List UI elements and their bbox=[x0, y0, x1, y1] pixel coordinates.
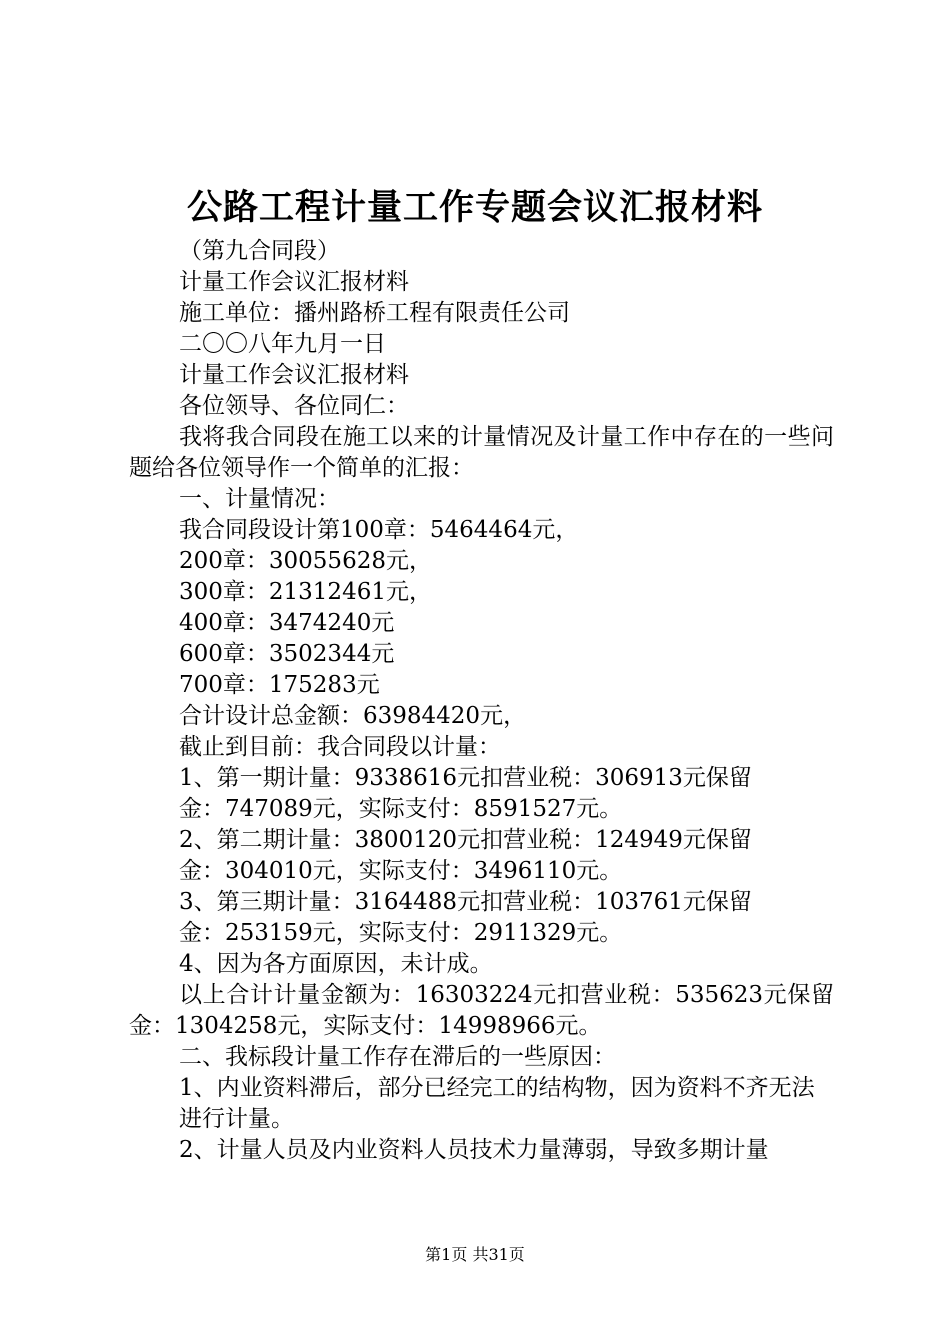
period-3-line-2: 金：253159元，实际支付：2911329元。 bbox=[179, 920, 623, 946]
design-chapter-200: 200章：30055628元， bbox=[179, 548, 432, 574]
reason-1-line-2: 进行计量。 bbox=[179, 1106, 294, 1132]
reason-2-line-1: 2、计量人员及内业资料人员技术力量薄弱，导致多期计量 bbox=[179, 1137, 769, 1163]
period-1-line-2: 金：747089元，实际支付：8591527元。 bbox=[179, 796, 623, 822]
intro-paragraph: 我将我合同段在施工以来的计量情况及计量工作中存在的一些问题给各位领导作一个简单的汇报： bbox=[129, 424, 834, 481]
section-heading-2: 二、我标段计量工作存在滞后的一些原因： bbox=[179, 1044, 616, 1070]
reason-1-line-1: 1、内业资料滞后，部分已经完工的结构物，因为资料不齐无法 bbox=[179, 1075, 815, 1101]
construction-unit: 施工单位：播州路桥工程有限责任公司 bbox=[179, 300, 570, 326]
design-chapter-400: 400章：3474240元 bbox=[179, 610, 395, 636]
period-4-line: 4、因为各方面原因，未计成。 bbox=[179, 951, 493, 977]
measured-summary-paragraph: 以上合计计量金额为：16303224元扣营业税：535623元保留金：1304258元，实际支付：14998966元。 bbox=[129, 982, 834, 1039]
salutation: 各位领导、各位同仁： bbox=[179, 393, 409, 419]
report-date: 二〇〇八年九月一日 bbox=[179, 331, 386, 357]
section-subtitle: （第九合同段） bbox=[179, 238, 340, 264]
period-3-line-1: 3、第三期计量：3164488元扣营业税：103761元保留 bbox=[179, 889, 752, 915]
page-number-footer: 第1页 共31页 bbox=[425, 1245, 525, 1264]
design-chapter-300: 300章：21312461元， bbox=[179, 579, 432, 605]
period-2-line-1: 2、第二期计量：3800120元扣营业税：124949元保留 bbox=[179, 827, 752, 853]
design-chapter-600: 600章：3502344元 bbox=[179, 641, 395, 667]
period-1-line-1: 1、第一期计量：9338616元扣营业税：306913元保留 bbox=[179, 765, 752, 791]
report-heading: 计量工作会议汇报材料 bbox=[179, 269, 409, 295]
period-2-line-2: 金：304010元，实际支付：3496110元。 bbox=[179, 858, 623, 884]
measured-intro: 截止到目前：我合同段以计量： bbox=[179, 734, 501, 760]
document-title: 公路工程计量工作专题会议汇报材料 bbox=[186, 187, 763, 228]
design-chapter-100: 我合同段设计第100章：5464464元， bbox=[179, 517, 579, 543]
report-heading-repeat: 计量工作会议汇报材料 bbox=[179, 362, 409, 388]
section-heading-1: 一、计量情况： bbox=[179, 486, 340, 512]
design-total: 合计设计总金额：63984420元， bbox=[179, 703, 527, 729]
design-chapter-700: 700章：175283元 bbox=[179, 672, 380, 698]
document-body bbox=[129, 236, 834, 1166]
